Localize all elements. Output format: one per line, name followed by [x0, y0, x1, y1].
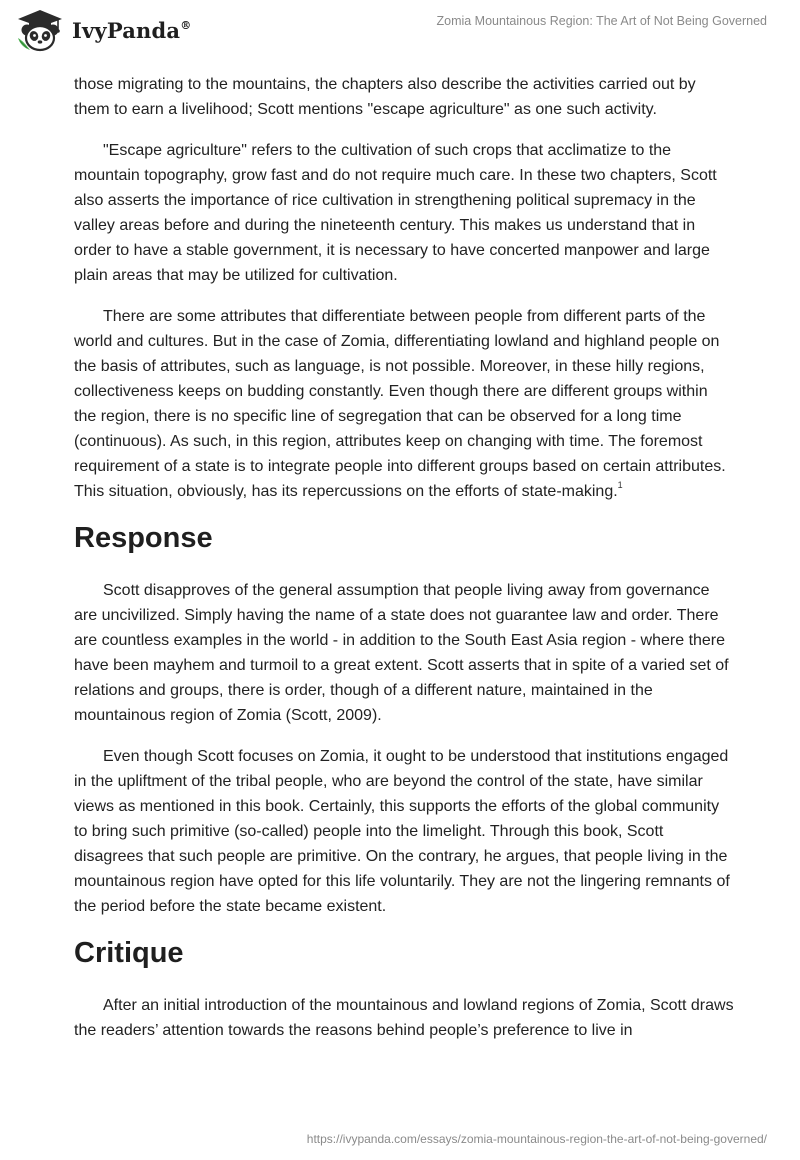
- brand-name: IvyPanda®: [72, 17, 192, 43]
- paragraph: Scott disapproves of the general assumption that people living away from governance are uncivilized. Simply having the name of a state does not guarantee law and order. There are countless examples in the world - in addition to the South East Asia region - where there have been mayhem and turmoil to a great extent. Scott asserts that in spite of a varied set of relations and groups, there is order, though of a different nature, maintained in the mountainous region of Zomia (Scott, 2009).: [74, 582, 729, 724]
- paragraph: There are some attributes that differentiate between people from different parts of the world and cultures. But in the case of Zomia, differentiating lowland and highland people on the basis of attributes, such as language, is not possible. Moreover, in these hilly regions, collectiveness keeps on budding constantly. Even though there are different groups within the region, there is no specific line of segregation that can be observed for a long time (continuous). As such, in this region, attributes keep on changing with time. The foremost requirement of a state is to integrate people into different groups based on certain attributes. This situation, obviously, has its repercussions on the efforts of state-making.$^1$: [74, 308, 726, 500]
- panda-graduate-icon: [14, 8, 66, 52]
- footnote-reference[interactable]: 1: [617, 480, 623, 490]
- section-heading-critique: Critique: [74, 937, 184, 969]
- paragraph: After an initial introduction of the mountainous and lowland regions of Zomia, Scott draws the readers’ attention towards the reasons behind people’s preference to live in: [74, 997, 734, 1039]
- section-heading-response: Response: [74, 522, 213, 554]
- page-header: [0, 0, 800, 70]
- paragraph: Even though Scott focuses on Zomia, it ought to be understood that institutions engaged in the upliftment of the tribal people, who are beyond the control of the state, have similar views as mentioned in this book. Certainly, this supports the efforts of the global community to bring such primitive (so-called) people into the limelight. Through this book, Scott disagrees that such people are primitive. On the contrary, he argues, that people living in the mountainous region have opted for this life voluntarily. They are not the lingering remnants of the period before the state became existent.: [74, 748, 730, 915]
- essay-body: [74, 72, 734, 1059]
- paragraph: those migrating to the mountains, the chapters also describe the activities carried out by them to earn a livelihood; Scott mentions "escape agriculture" as one such activity.: [74, 76, 696, 118]
- document-title: Zomia Mountainous Region: The Art of Not Being Governed: [436, 14, 767, 28]
- ivypanda-logo[interactable]: [14, 8, 191, 52]
- paragraph: "Escape agriculture" refers to the cultivation of such crops that acclimatize to the mountain topography, grow fast and do not require much care. In these two chapters, Scott also asserts the importance of rice cultivation in strengthening political supremacy in the valley areas before and during the nineteenth century. This makes us understand that in order to have a stable government, it is necessary to have concerted manpower and large plain areas that may be utilized for cultivation.: [74, 142, 717, 284]
- source-url[interactable]: https://ivypanda.com/essays/zomia-mountainous-region-the-art-of-not-being-governed/: [306, 1132, 767, 1146]
